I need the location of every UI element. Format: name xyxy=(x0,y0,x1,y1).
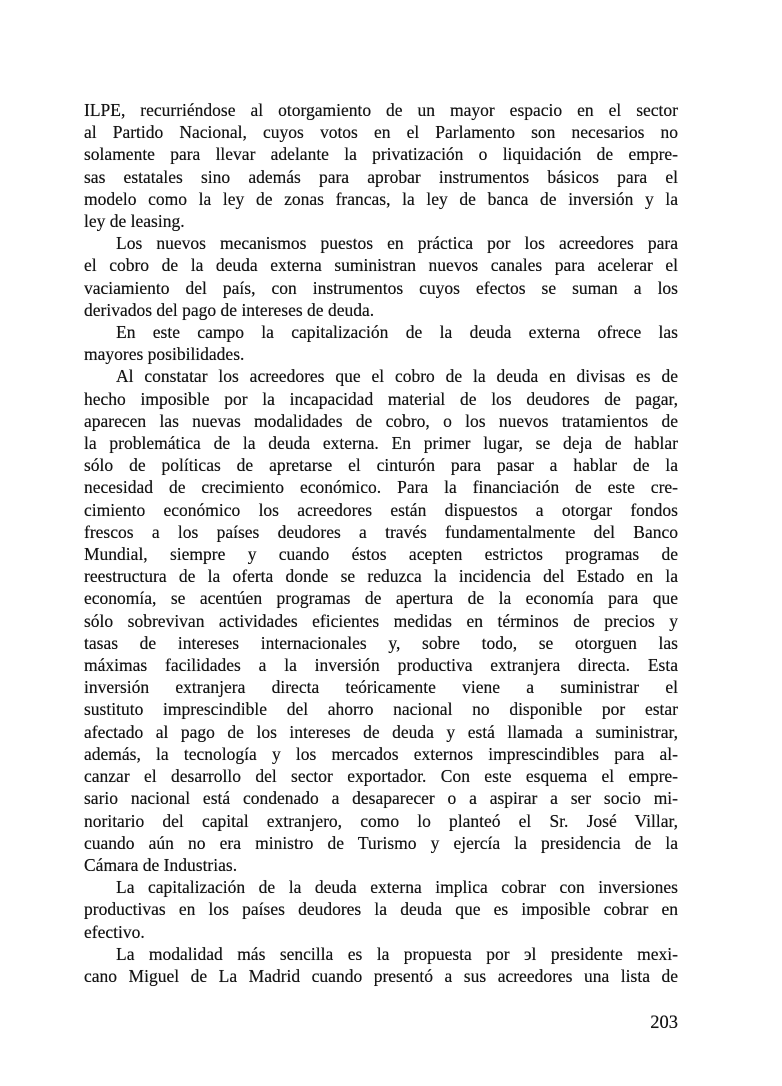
text-line: el cobro de la deuda externa suministran nuevos canales para acelerar el xyxy=(84,255,678,276)
text-line: necesidad de crecimiento económico. Para la financiación de este cre- xyxy=(84,477,678,498)
text-line: tasas de intereses internacionales y, sobre todo, se otorguen las xyxy=(84,632,678,653)
text-line: noritario del capital extranjero, como lo planteó el Sr. José Villar, xyxy=(84,810,678,831)
text-line: En este campo la capitalización de la deuda externa ofrece las xyxy=(116,322,678,343)
text-line: Cámara de Industrias. xyxy=(84,854,238,875)
text-line: máximas facilidades a la inversión productiva extranjera directa. Esta xyxy=(84,655,678,676)
text-line: además, la tecnología y los mercados externos imprescindibles para al- xyxy=(84,743,678,764)
paragraph xyxy=(84,943,678,987)
text-line: efectivo. xyxy=(84,921,145,942)
text-line: aparecen las nuevas modalidades de cobro, o los nuevos tratamientos de xyxy=(84,410,678,431)
text-line: solamente para llevar adelante la privatización o liquidación de empre- xyxy=(84,144,678,165)
page-number: 203 xyxy=(650,1013,678,1033)
text-line: mayores posibilidades. xyxy=(84,344,245,365)
body-text xyxy=(84,99,678,987)
text-line: la problemática de la deuda externa. En primer lugar, se deja de hablar xyxy=(84,433,678,454)
text-line: ley de leasing. xyxy=(84,211,185,232)
text-line: sólo de políticas de apretarse el cinturón para pasar a hablar de la xyxy=(84,455,678,476)
text-line: sólo sobrevivan actividades eficientes medidas en términos de precios y xyxy=(84,610,678,631)
paragraph xyxy=(84,99,678,232)
text-line: reestructura de la oferta donde se reduzca la incidencia del Estado en la xyxy=(84,566,678,587)
text-line: economía, se acentúen programas de apertura de la economía para que xyxy=(84,588,678,609)
text-line: La capitalización de la deuda externa implica cobrar con inversiones xyxy=(116,877,678,898)
text-line: productivas en los países deudores la deuda que es imposible cobrar en xyxy=(84,899,678,920)
text-line: Al constatar los acreedores que el cobro de la deuda en divisas es de xyxy=(116,366,678,387)
paragraph xyxy=(84,876,678,943)
text-line: sario nacional está condenado a desaparecer o a aspirar a ser socio mi- xyxy=(84,788,678,809)
text-line: sustituto imprescindible del ahorro nacional no disponible por estar xyxy=(84,699,678,720)
text-line: inversión extranjera directa teóricamente viene a suministrar el xyxy=(84,677,678,698)
text-line: frescos a los países deudores a través fundamentalmente del Banco xyxy=(84,521,678,542)
text-line: sas estatales sino además para aprobar instrumentos básicos para el xyxy=(84,166,678,187)
text-line: La modalidad más sencilla es la propuesta por эl presidente mexi- xyxy=(116,943,678,964)
text-line: Los nuevos mecanismos puestos en práctica por los acreedores para xyxy=(116,233,678,254)
paragraph xyxy=(84,321,678,365)
text-line: derivados del pago de intereses de deuda. xyxy=(84,299,375,320)
text-line: cuando aún no era ministro de Turismo y ejercía la presidencia de la xyxy=(84,832,678,853)
text-line: Mundial, siempre y cuando éstos acepten estrictos programas de xyxy=(84,544,678,565)
text-line: al Partido Nacional, cuyos votos en el Parlamento son necesarios no xyxy=(84,122,678,143)
text-line: hecho imposible por la incapacidad material de los deudores de pagar, xyxy=(84,388,678,409)
text-line: afectado al pago de los intereses de deuda y está llamada a suministrar, xyxy=(84,721,678,742)
paragraph xyxy=(84,232,678,321)
text-line: ILPE, recurriéndose al otorgamiento de un mayor espacio en el sector xyxy=(84,100,678,120)
text-line: canzar el desarrollo del sector exportador. Con este esquema el empre- xyxy=(84,766,678,787)
paragraph xyxy=(84,365,678,876)
text-line: modelo como la ley de zonas francas, la ley de banca de inversión y la xyxy=(84,188,678,209)
text-line: vaciamiento del país, con instrumentos cuyos efectos se suman a los xyxy=(84,277,678,298)
text-line: cimiento económico los acreedores están dispuestos a otorgar fondos xyxy=(84,499,678,520)
text-line: cano Miguel de La Madrid cuando presentó a sus acreedores una lista de xyxy=(84,965,678,986)
